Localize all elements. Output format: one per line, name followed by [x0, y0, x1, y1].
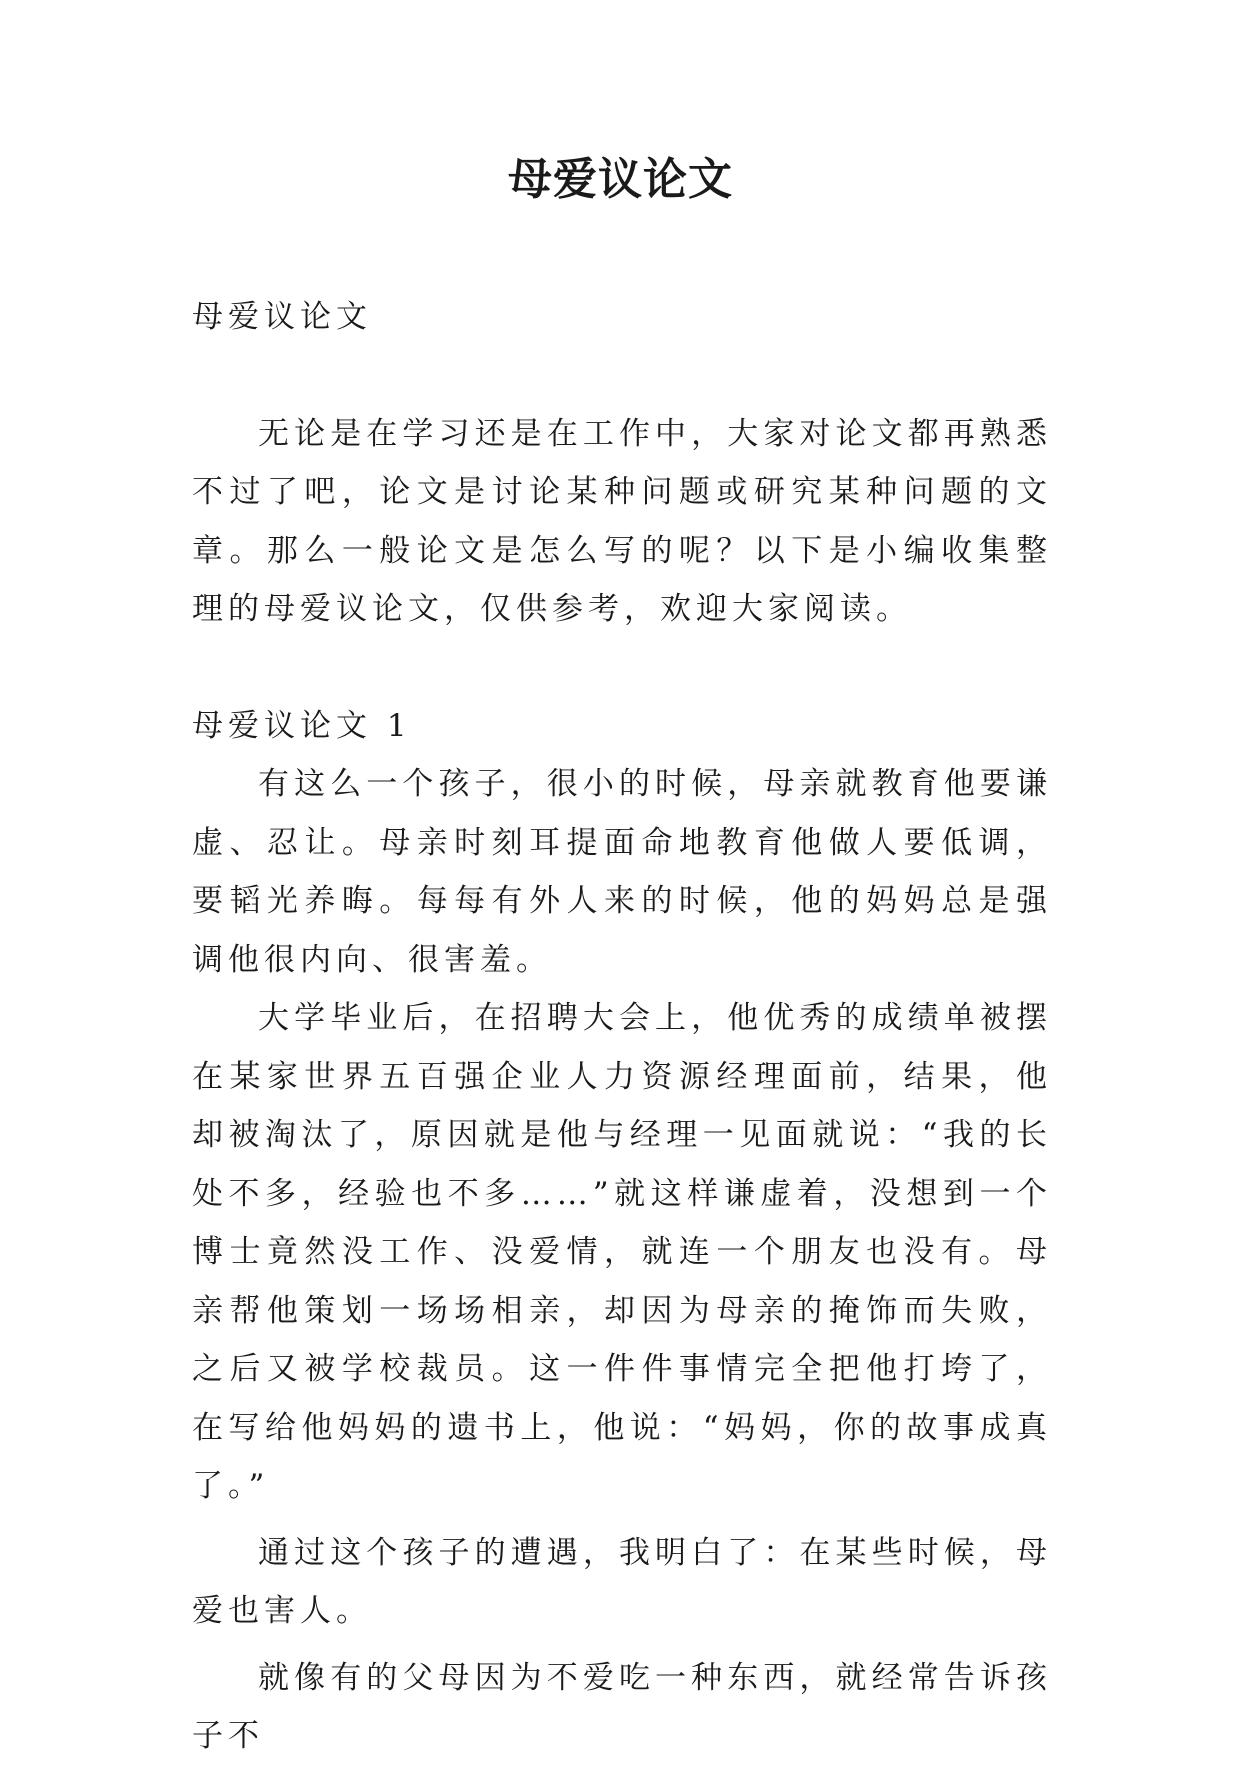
body-paragraph: 通过这个孩子的遭遇，我明白了：在某些时候，母爱也害人。 [192, 1534, 1052, 1629]
document-subtitle: 母爱议论文 [192, 299, 372, 335]
body-paragraph: 就像有的父母因为不爱吃一种东西，就经常告诉孩子不 [192, 1659, 1052, 1754]
body-paragraph: 大学毕业后，在招聘大会上，他优秀的成绩单被摆在某家世界五百强企业人力资源经理面前，结果，他却被淘汰了，原因就是他与经理一见面就说：“我的长处不多，经验也不多……”就这样谦虚着，没想到一个博士竟然没工作、没爱情，就连一个朋友也没有。母亲帮他策划一场场相亲，却因为母亲的掩饰而失败，之后又被学校裁员。这一件件事情完全把他打垮了，在写给他妈妈的遗书上，他说：“妈妈，你的故事成真了。” [192, 1000, 1052, 1504]
section-heading: 母爱议论文 1 [192, 707, 412, 744]
intro-paragraph: 无论是在学习还是在工作中，大家对论文都再熟悉不过了吧，论文是讨论某种问题或研究某种问题的文章。那么一般论文是怎么写的呢？以下是小编收集整理的母爱议论文，仅供参考，欢迎大家阅读。 [192, 415, 1052, 627]
document-body [192, 288, 1052, 1766]
document-title: 母爱议论文 [508, 154, 733, 205]
body-paragraph: 有这么一个孩子，很小的时候，母亲就教育他要谦虚、忍让。母亲时刻耳提面命地教育他做人要低调，要韬光养晦。每每有外人来的时候，他的妈妈总是强调他很内向、很害羞。 [192, 766, 1052, 978]
